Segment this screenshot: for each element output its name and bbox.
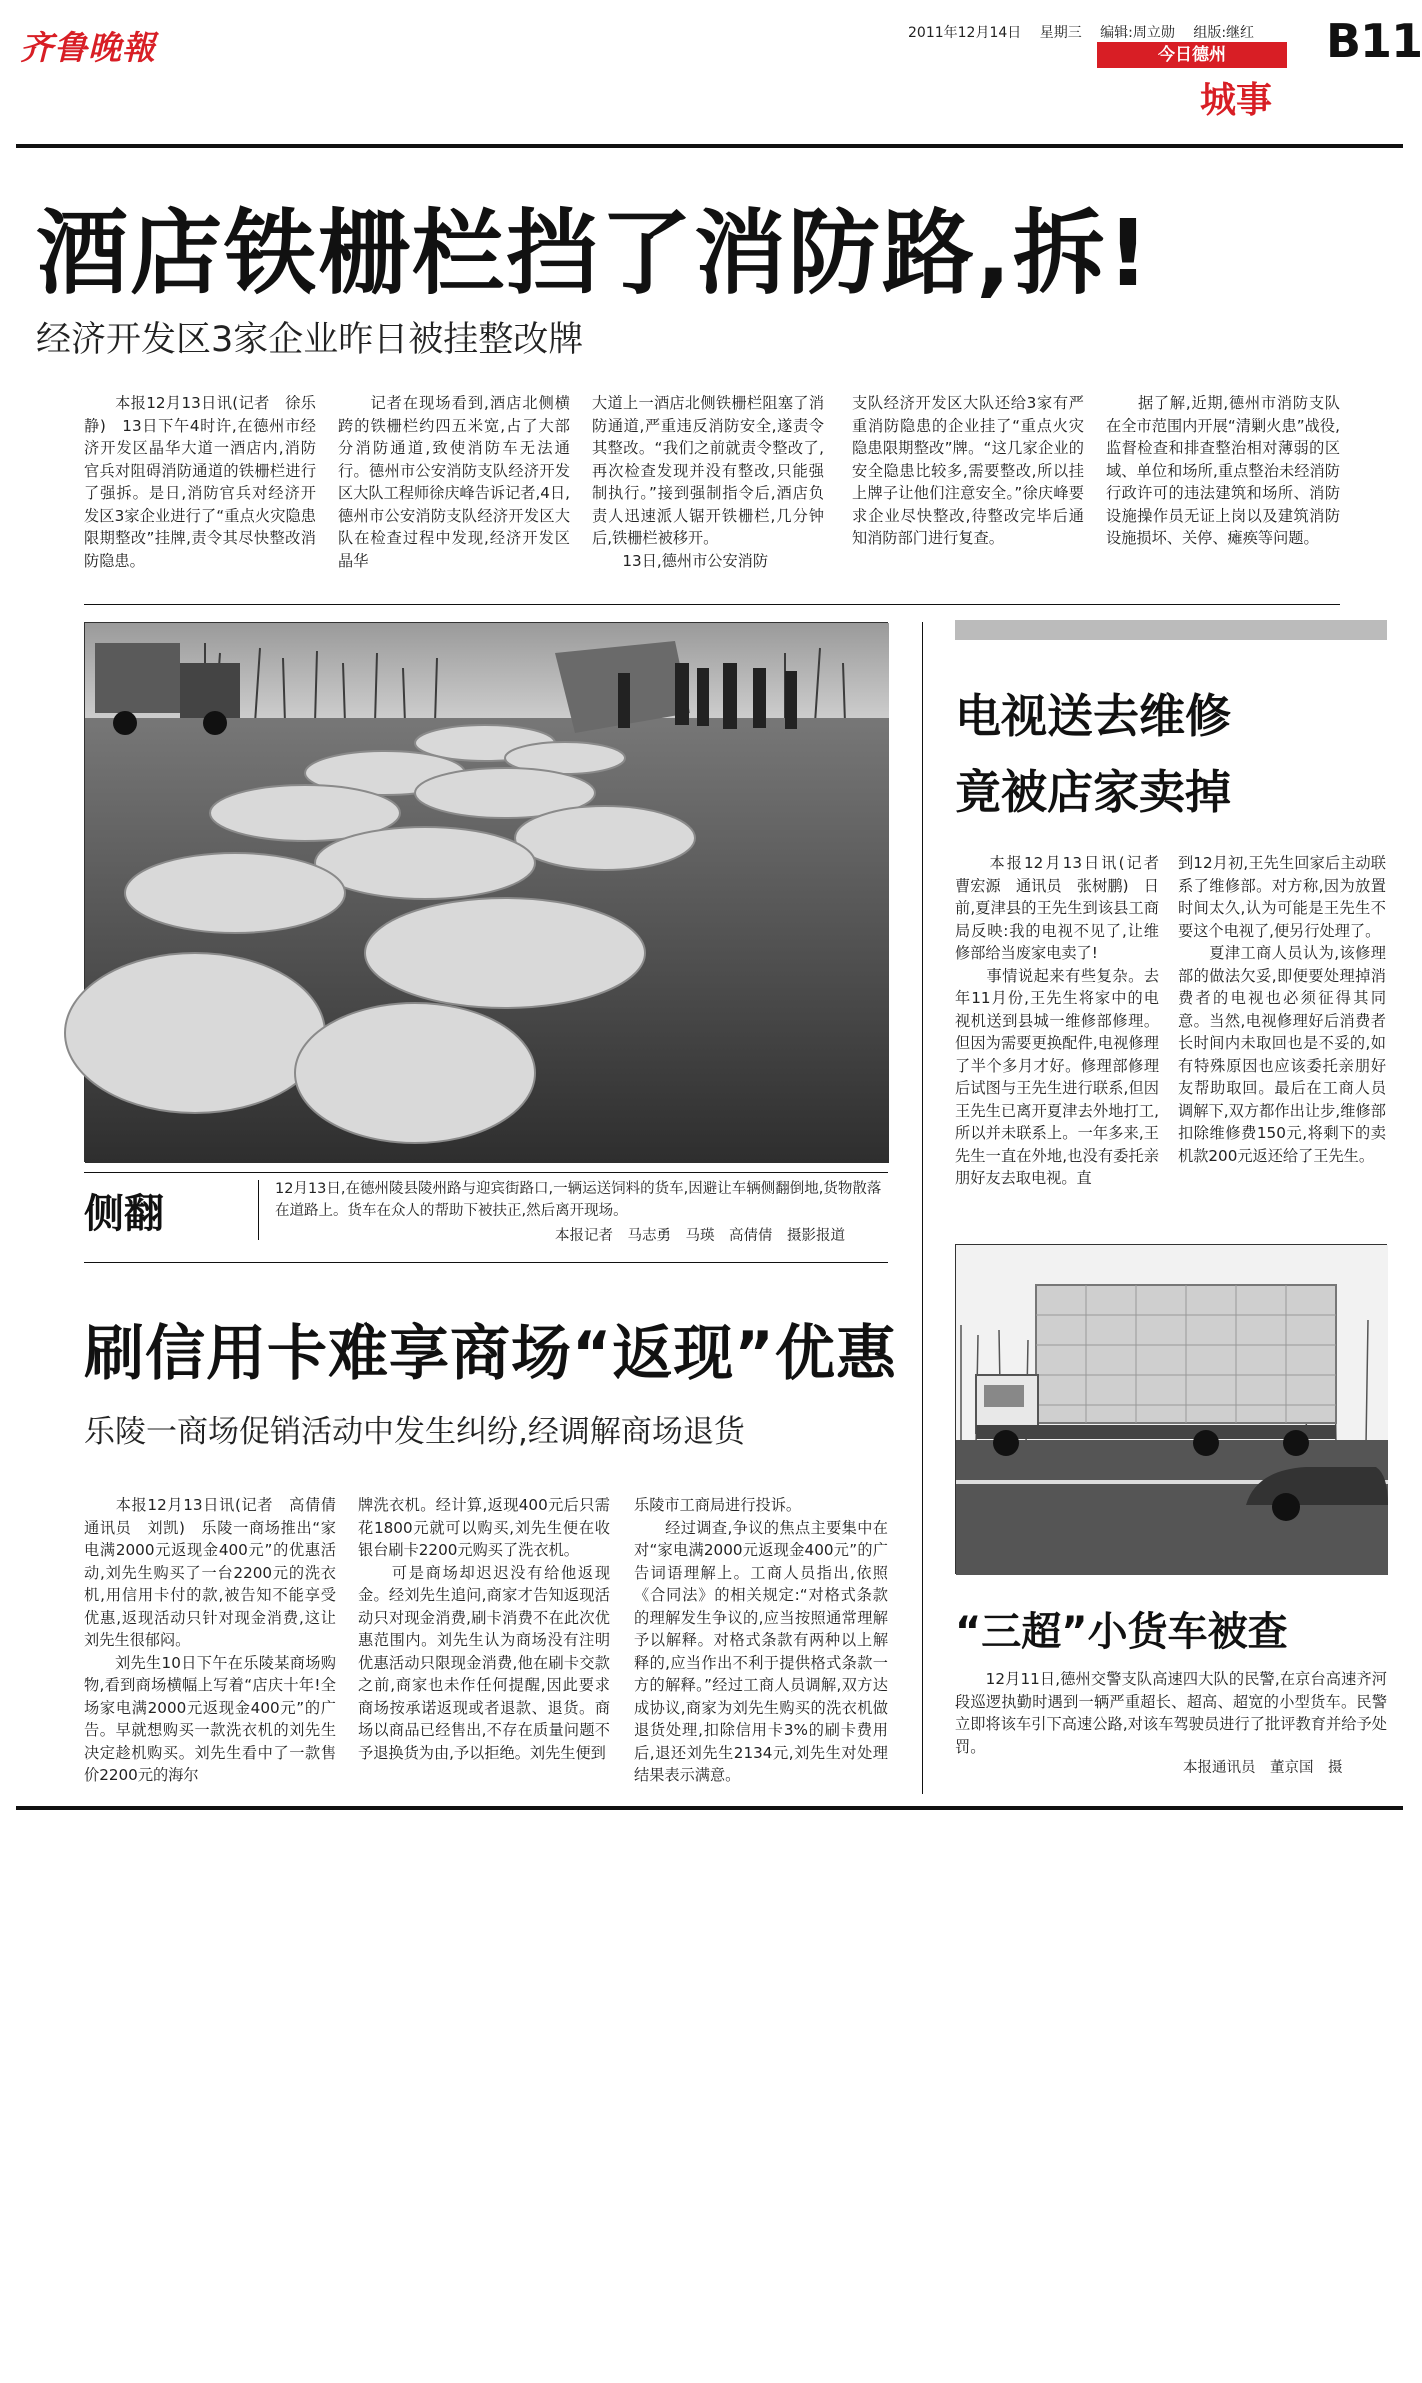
story1-headline: 酒店铁栅栏挡了消防路,拆! bbox=[36, 200, 1151, 307]
story3-col-1: 本报12月13日讯(记者 曹宏源 通讯员 张树鹏) 日前,夏津县的王先生到该县工商局反映:我的电视不见了,让维修部给当废家电卖了! 事情说起来有些复杂。去年11月份,王先生将家中的电视机送到县城一维修部修理。但因为需要更换配件,电视修理了半个多月才好。修理部修理后试图与王先生进行联系,但因王先生已离开夏津去外地打工,所以并未联系上。一年多来,王先生一直在外地,也没有委托亲朋好友去取电视。直 bbox=[955, 854, 1159, 1187]
story2-headline: 刷信用卡难享商场“返现”优惠 bbox=[84, 1319, 897, 1389]
overloaded-truck-photo bbox=[955, 1244, 1387, 1574]
photo1-caption-word: 侧翻 bbox=[84, 1191, 164, 1237]
story4-credit: 本报通讯员 董京国 摄 bbox=[1183, 1760, 1343, 1776]
editor-credit: 编辑:周立勋 bbox=[1100, 25, 1175, 41]
story3-headline-line1: 电视送去维修 bbox=[955, 689, 1231, 743]
side-column-divider bbox=[922, 622, 923, 1794]
newspaper-logo: 齐鲁晚報 bbox=[20, 28, 156, 67]
dateline bbox=[908, 22, 1268, 42]
issue-date: 2011年12月14日 bbox=[908, 25, 1022, 41]
page-number: B11 bbox=[1326, 14, 1422, 68]
story2-subhead: 乐陵一商场促销活动中发生纠纷,经调解商场退货 bbox=[84, 1414, 745, 1450]
section-tag: 今日德州 bbox=[1097, 42, 1287, 68]
story3-col-2: 到12月初,王先生回家后主动联系了维修部。对方称,因为放置时间太久,认为可能是王先生不要这个电视了,便另行处理了。 夏津工商人员认为,该修理部的做法欠妥,即便要处理掉消费者的电视也必须征得其同意。当然,电视修理好后消费者长时间内未取回也是不妥的,如有特殊原因也应该委托亲朋好友帮助取回。最后在工商人员调解下,双方都作出让步,维修部扣除维修费150元,将剩下的卖机款200元返还给了王先生。 bbox=[1178, 854, 1386, 1165]
story3-headline-line2: 竟被店家卖掉 bbox=[955, 765, 1231, 819]
side-column-bar bbox=[955, 620, 1387, 640]
photo1-caption: 12月13日,在德州陵县陵州路与迎宾街路口,一辆运送饲料的货车,因避让车辆侧翻倒地,货物散落在道路上。货车在众人的帮助下被扶正,然后离开现场。 bbox=[275, 1181, 882, 1219]
story2-col-3: 乐陵市工商局进行投诉。 经过调查,争议的焦点主要集中在对“家电满2000元返现金400元”的广告词语理解上。工商人员指出,依照《合同法》的相关规定:“对格式条款的理解发生争议的,应当按照通常理解予以解释。对格式条款有两种以上解释的,应当作出不利于提供格式条款一方的解释。”经过工商人员调解,双方达成协议,商家为刘先生购买的洗衣机做退货处理,扣除信用卡3%的刷卡费用后,退还刘先生2134元,刘先生对处理结果表示满意。 bbox=[634, 1496, 888, 1784]
story1-col-5: 据了解,近期,德州市消防支队在全市范围内开展“清剿火患”战役,监督检查和排查整治相对薄弱的区域、单位和场所,重点整治未经消防行政许可的违法建筑和场所、消防设施操作员无证上岗以及建筑消防设施损坏、关停、瘫痪等问题。 bbox=[1106, 394, 1340, 547]
layout-credit: 组版:继红 bbox=[1193, 25, 1255, 41]
masthead bbox=[0, 0, 1422, 140]
story1-col-4: 支队经济开发区大队还给3家有严重消防隐患的企业挂了“重点火灾隐患限期整改”牌。“这几家企业的安全隐患比较多,需要整改,所以挂上牌子让他们注意安全。”徐庆峰要求企业尽快整改,待整改完毕后通知消防部门进行复查。 bbox=[852, 394, 1084, 547]
story1-col-1: 本报12月13日讯(记者 徐乐静) 13日下午4时许,在德州市经济开发区晶华大道一酒店内,消防官兵对阻碍消防通道的铁栅栏进行了强拆。是日,消防官兵对经济开发区3家企业进行了“重点火灾隐患限期整改”挂牌,责令其尽快整改消防隐患。 bbox=[84, 394, 316, 570]
story2-col-2: 牌洗衣机。经计算,返现400元后只需花1800元就可以购买,刘先生便在收银台刷卡2200元购买了洗衣机。 可是商场却迟迟没有给他返现金。经刘先生追问,商家才告知返现活动只对现金消费,刷卡消费不在此次优惠范围内。刘先生认为商场没有注明优惠活动只限现金消费,他在刷卡交款之前,商家也未作任何提醒,因此要求商场按承诺返现或者退款、退货。商场以商品已经售出,不存在质量问题不予退换货为由,予以拒绝。刘先生便到 bbox=[358, 1496, 610, 1762]
story1-col-2: 记者在现场看到,酒店北侧横跨的铁栅栏约四五米宽,占了大部分消防通道,致使消防车无法通行。德州市公安消防支队经济开发区大队工程师徐庆峰告诉记者,4日,德州市公安消防支队经济开发区大队在检查过程中发现,经济开发区晶华 bbox=[338, 394, 570, 570]
overturned-truck-photo bbox=[84, 622, 888, 1162]
story1-bottom-rule bbox=[84, 604, 1340, 605]
photo1-caption-rule bbox=[84, 1172, 888, 1173]
story4-headline: “三超”小货车被查 bbox=[955, 1609, 1288, 1655]
photo1-caption-divider bbox=[258, 1180, 259, 1240]
story1-subhead: 经济开发区3家企业昨日被挂整改牌 bbox=[36, 320, 584, 360]
section-name: 城事 bbox=[1200, 80, 1273, 121]
issue-weekday: 星期三 bbox=[1039, 25, 1082, 41]
photo1-credit: 本报记者 马志勇 马瑛 高倩倩 摄影报道 bbox=[555, 1228, 845, 1244]
photo1-bottom-rule bbox=[84, 1262, 888, 1263]
story4-caption: 12月11日,德州交警支队高速四大队的民警,在京台高速齐河段巡逻执勤时遇到一辆严重超长、超高、超宽的小型货车。民警立即将该车引下高速公路,对该车驾驶员进行了批评教育并给予处罚。 bbox=[955, 1670, 1387, 1756]
story1-col-3: 大道上一酒店北侧铁栅栏阻塞了消防通道,严重违反消防安全,遂责令其整改。“我们之前就责令整改了,再次检查发现并没有整改,只能强制执行。”接到强制指令后,酒店负责人迅速派人锯开铁栅栏,几分钟后,铁栅栏被移开。 13日,德州市公安消防 bbox=[592, 394, 824, 570]
story2-col-1: 本报12月13日讯(记者 高倩倩 通讯员 刘凯) 乐陵一商场推出“家电满2000元返现金400元”的优惠活动,刘先生购买了一台2200元的洗衣机,用信用卡付的款,被告知不能享受优惠,返现活动只针对现金消费,这让刘先生很郁闷。 刘先生10日下午在乐陵某商场购物,看到商场横幅上写着“店庆十年!全场家电满2000元返现金400元”的广告。早就想购买一款洗衣机的刘先生决定趁机购买。刘先生看中了一款售价2200元的海尔 bbox=[84, 1496, 336, 1784]
